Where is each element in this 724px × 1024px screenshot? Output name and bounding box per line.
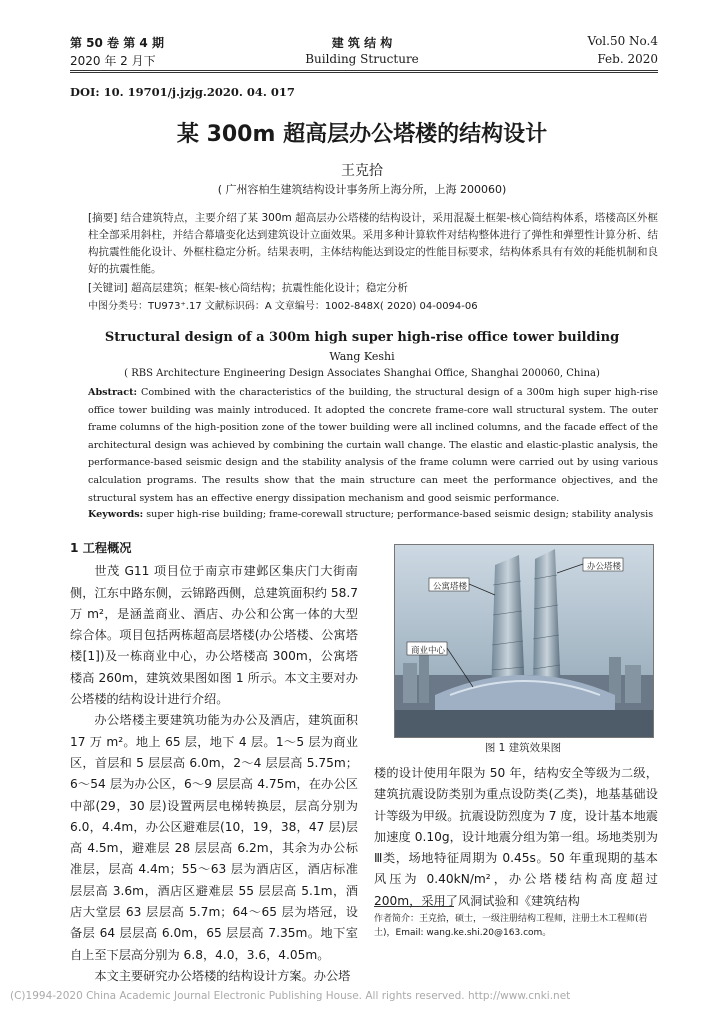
right-column xyxy=(374,763,658,912)
keywords-en-text: super high-rise building; frame-corewall structure; performance-based seismic design; stability analysis xyxy=(146,509,654,520)
classification-cn: 中图分类号：TU973⁺.17 文献标识码：A 文章编号：1002-848X( 2020) 04-0094-06 xyxy=(88,301,478,312)
figure-caption: 图 1 建筑效果图 xyxy=(484,742,562,754)
abstract-en-text: Combined with the characteristics of the building, the structural design of a 300m high super high-rise office tower building was mainly introduced. It adopted the concrete frame-core wall structural system. The outer frame columns of the high-position zone of the tower building were all inclined columns, and the facade effect of the architectural design was achieved by combining the curtain wall change. The elastic and elastic-plastic analysis, the performance-based seismic design and the stability analysis of the frame column were carried out by using various calculation programs. The results show that the main structure can meet the performance objectives, and the structural system has an effective energy dissipation mechanism and good seismic performance. xyxy=(88,387,658,504)
paragraph: 本文主要研究办公塔楼的结构设计方案。办公塔 xyxy=(94,968,351,983)
author-note: 作者简介：王克拾，硕士，一级注册结构工程师，注册土木工程师(岩土)，Email: wang.ke.shi.20@163.com。 xyxy=(374,914,648,938)
header-rule-2 xyxy=(70,72,658,73)
journal-date-en: Feb. 2020 xyxy=(597,52,658,66)
journal-name-cn: 建 筑 结 构 xyxy=(331,36,393,50)
journal-name-en: Building Structure xyxy=(305,52,419,66)
journal-volume-cn: 第 50 卷 第 4 期 xyxy=(70,36,164,50)
left-column xyxy=(70,538,358,987)
keywords-en-label: Keywords: xyxy=(88,509,144,520)
figure-label-apartment: 公寓塔楼 xyxy=(433,582,468,592)
keywords-en xyxy=(88,506,658,524)
abstract-en-label: Abstract: xyxy=(88,387,138,398)
building-rendering-figure xyxy=(394,544,654,738)
author-en: Wang Keshi xyxy=(329,350,395,363)
keywords-cn: [关键词] 超高层建筑；框架-核心筒结构；抗震性能化设计；稳定分析 xyxy=(88,282,408,294)
abstract-cn: [摘要] 结合建筑特点，主要介绍了某 300m 超高层办公塔楼的结构设计，采用混凝土框架-核心筒结构体系，塔楼高区外框柱全部采用斜柱，并结合幕墙变化达到建筑设计立面效果。采用多种计算软件对结构整体进行了弹性和弹塑性计算分析、结构抗震性能化设计、外框柱稳定分析。结果表明，主体结构能达到设定的性能目标要求，结构体系具有有效的耗能机制和良好的抗震性能。 xyxy=(88,212,658,275)
building-rendering-image xyxy=(395,545,653,737)
affiliation-cn: ( 广州容柏生建筑结构设计事务所上海分所，上海 200060) xyxy=(217,183,507,196)
copyright-footer: (C)1994-2020 China Academic Journal Electronic Publishing House. All rights reserved. http://www.cnki.net xyxy=(10,990,571,1002)
paragraph: 办公塔楼主要建筑功能为办公及酒店，建筑面积 17 万 m²。地上 65 层，地下 4 层。1～5 层为商业区，首层和 5 层层高 6.0m，2～4 层层高 5.75m；6～54 层为办公区，6～9 层层高 4.75m，在办公区中部(29，30 层)设置两层电梯转换层，层高分别为 6.0，4.4m，办公区避难层(10，19，38，47 层)层高 4.5m，避难层 28 层层高 6.2m，其余为办公标准层，层高 4.4m；55～63 层为酒店区，酒店标准层层高 3.6m，酒店区避难层 55 层层高 5.1m，酒店大堂层 63 层层高 5.7m；64～65 层为塔冠，设备层 64 层层高 6.0m，65 层层高 7.35m。地下室自上至下层高分别为 6.8，4.0，3.6，4.05m。 xyxy=(70,713,358,962)
footnote-rule xyxy=(374,906,454,907)
figure-label-commercial: 商业中心 xyxy=(411,646,446,656)
paper-title-cn: 某 300m 超高层办公塔楼的结构设计 xyxy=(176,122,548,147)
journal-volume-en: Vol.50 No.4 xyxy=(587,34,658,48)
header-rule xyxy=(70,70,658,71)
doi: DOI: 10. 19701/j.jzjg.2020. 04. 017 xyxy=(70,85,295,99)
journal-date-cn: 2020 年 2 月下 xyxy=(70,54,156,68)
affiliation-en: ( RBS Architecture Engineering Design Associates Shanghai Office, Shanghai 200060, China) xyxy=(124,368,600,379)
section-heading: 1 工程概况 xyxy=(70,541,132,555)
paper-title-en: Structural design of a 300m high super high-rise office tower building xyxy=(104,330,620,345)
abstract-en xyxy=(88,384,658,507)
figure-label-office: 办公塔楼 xyxy=(587,562,622,572)
paragraph: 楼的设计使用年限为 50 年，结构安全等级为二级，建筑抗震设防类别为重点设防类(乙类)，地基基础设计等级为甲级。抗震设防烈度为 7 度，设计基本地震加速度 0.10g，设计地震分组为第一组。场地类别为Ⅲ类，场地特征周期为 0.45s。50 年重现期的基本风压为 0.40kN/m²，办公塔楼结构高度超过 200m，采用了风洞试验和《建筑结构 xyxy=(374,766,658,908)
author-cn: 王克拾 xyxy=(341,163,383,179)
paragraph: 世茂 G11 项目位于南京市建邺区集庆门大街南侧，江东中路东侧，云锦路西侧，总建筑面积约 58.7 万 m²，是涵盖商业、酒店、办公和公寓一体的大型综合体。项目包括两栋超高层塔楼(办公塔楼、公寓塔楼[1])及一栋商业中心，办公塔楼高 300m，公寓塔楼高 260m，建筑效果图如图 1 所示。本文主要对办公塔楼的结构设计进行介绍。 xyxy=(70,564,358,707)
